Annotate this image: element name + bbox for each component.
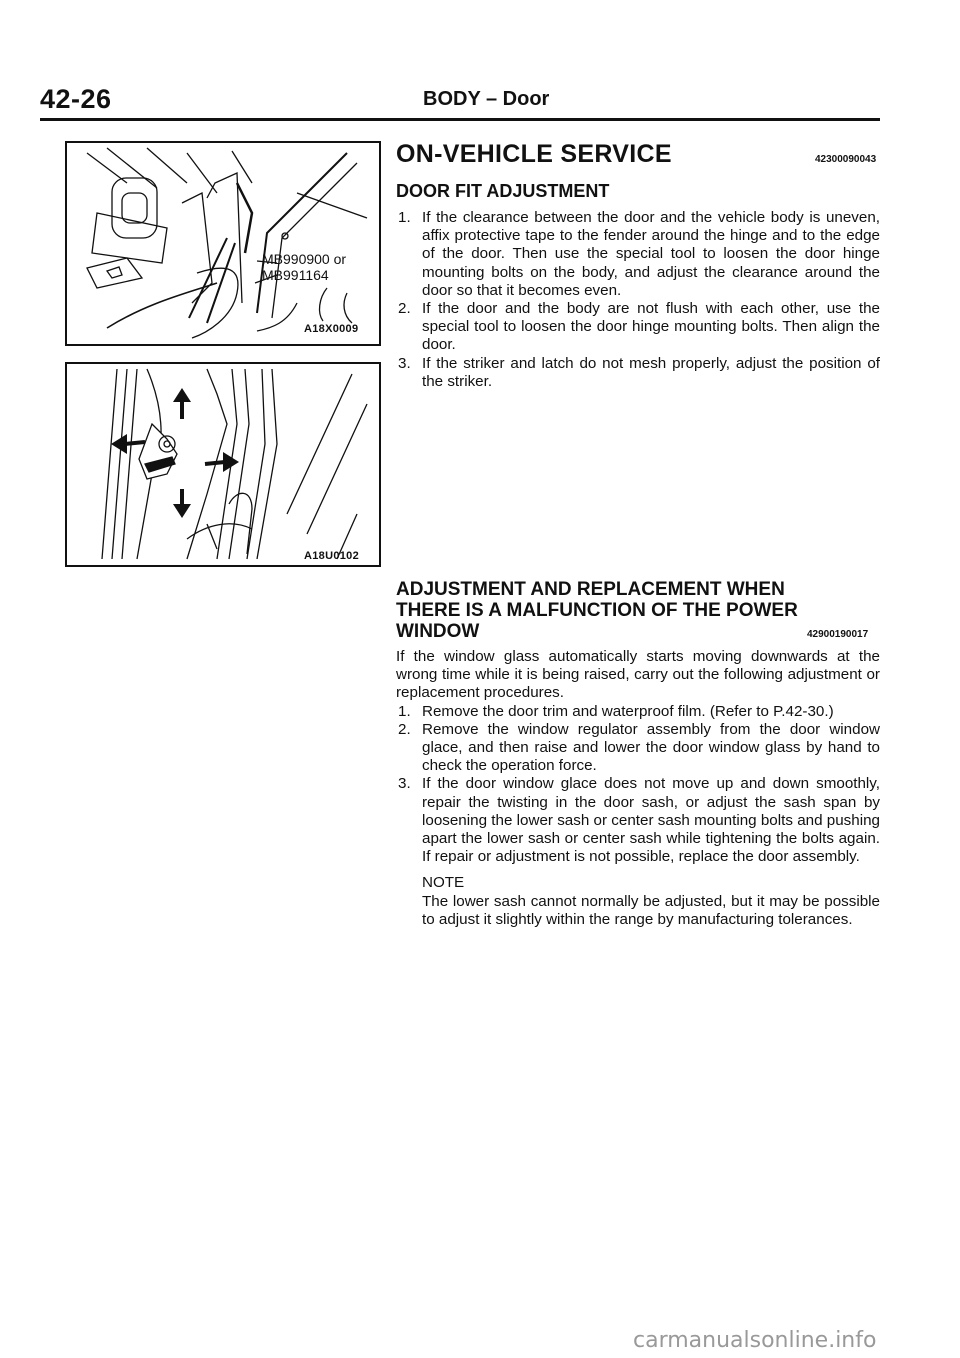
section2-code: 42900190017 (807, 629, 869, 640)
section2-title-line1: ADJUSTMENT AND REPLACEMENT WHEN (396, 579, 785, 600)
step-text: Remove the window regulator assembly from the door window glace, and then raise and lower the door window glass by hand to check the operation force. (422, 720, 880, 775)
striker-illustration (67, 364, 379, 565)
power-window-steps (396, 703, 880, 867)
header-rule (40, 118, 880, 121)
section2-title-line2: THERE IS A MALFUNCTION OF THE POWER (396, 600, 798, 621)
step-number: 2. (398, 300, 411, 318)
list-item (396, 209, 880, 300)
step-text: If the clearance between the door and the vehicle body is uneven, affix protective tape to the fender around the hinge and to the edge of the door. Then use the special tool to loosen the door hinge mounting bolts on the body, and adjust the clearance around the door so that it becomes even. (422, 209, 880, 299)
step-number: 3. (398, 354, 411, 372)
section-code: 42300090043 (815, 154, 877, 165)
note-label: NOTE (422, 874, 465, 892)
header-title: BODY – Door (423, 88, 550, 110)
figure-door-hinge-tool (65, 141, 381, 346)
subsection-title: DOOR FIT ADJUSTMENT (396, 181, 610, 201)
list-item (396, 703, 880, 721)
note-text: The lower sash cannot normally be adjusted, but it may be possible to adjust it slightly within the range by manufacturing tolerances. (422, 892, 880, 928)
section-title: ON-VEHICLE SERVICE (396, 140, 672, 168)
section2-title-line3: WINDOW (396, 621, 480, 642)
figure-code-label: A18X0009 (304, 323, 359, 335)
section2-intro: If the window glass automatically starts moving downwards at the wrong time while it is being raised, carry out the following adjustment or replacement procedures. (396, 648, 880, 702)
tool-callout-line2: MB991164 (262, 267, 329, 283)
list-item (396, 300, 880, 355)
list-item (396, 775, 880, 866)
step-number: 1. (398, 209, 411, 226)
list-item (396, 355, 880, 391)
door-hinge-illustration (67, 143, 379, 344)
step-text: If the door and the body are not flush with each other, use the special tool to loosen the door hinge mounting bolts. Then align the door. (422, 300, 880, 354)
figure-striker-adjustment (65, 362, 381, 567)
section-on-vehicle-service (396, 140, 880, 391)
door-fit-steps (396, 209, 880, 391)
step-text: If the door window glace does not move up and down smoothly, repair the twisting in the door sash, or adjust the sash span by loosening the lower sash or center sash mounting bolts and pushing apart the lower sash or center sash while tightening the bolts again. If repair or adjustment is not possible, replace the door assembly. (422, 775, 880, 866)
list-item (396, 721, 880, 776)
page-number: 42-26 (40, 84, 112, 114)
step-number: 3. (398, 775, 411, 793)
step-number: 2. (398, 720, 411, 738)
figure-code-label: A18U0102 (304, 550, 359, 562)
step-number: 1. (398, 702, 411, 720)
step-text: If the striker and latch do not mesh properly, adjust the position of the striker. (422, 354, 880, 390)
tool-callout-line1: MB990900 or (262, 251, 347, 267)
section-power-window (396, 579, 880, 929)
watermark: carmanualsonline.info (633, 1328, 877, 1353)
step-text: Remove the door trim and waterproof film. (Refer to P.42-30.) (422, 702, 834, 720)
